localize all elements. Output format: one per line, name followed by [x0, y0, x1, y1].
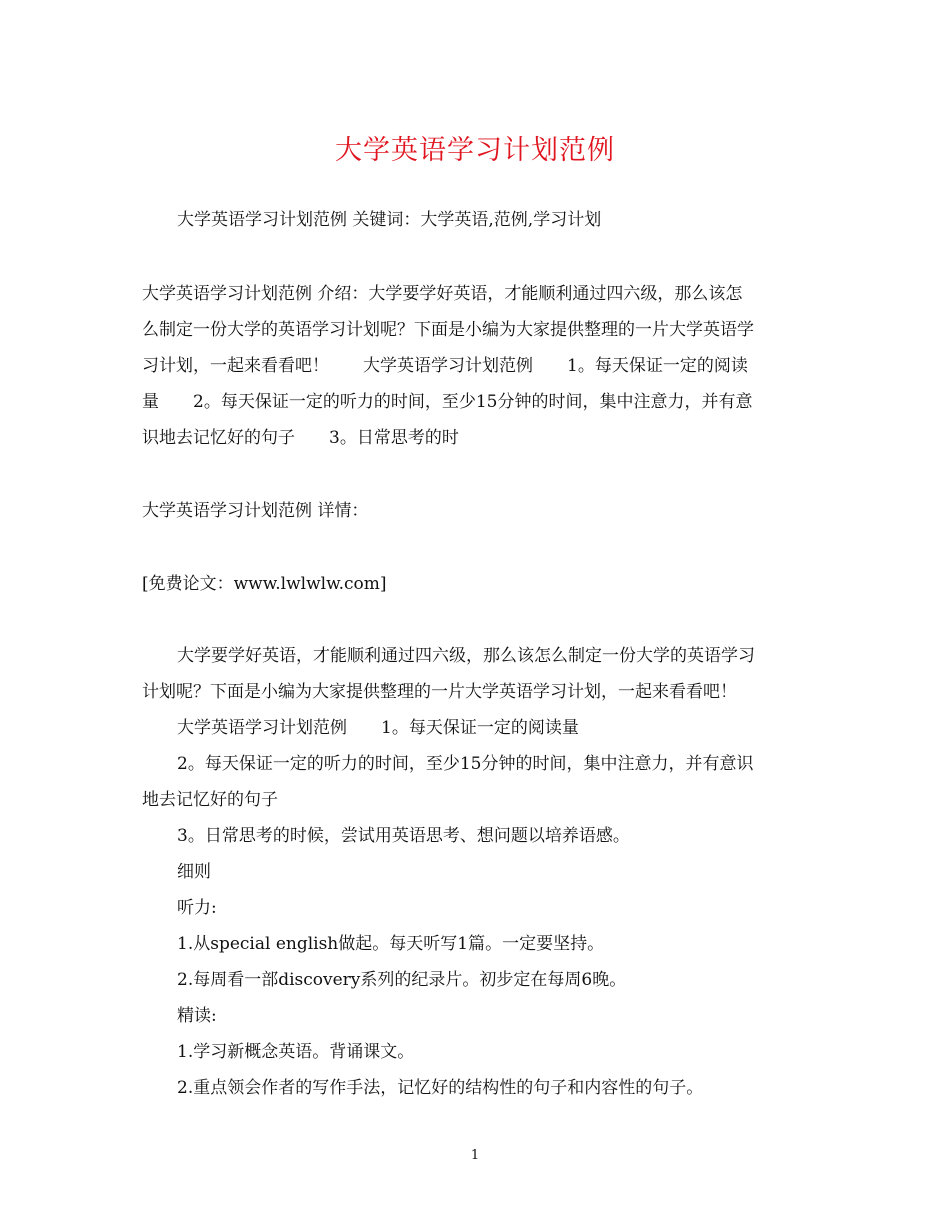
document-title: 大学英语学习计划范例	[335, 135, 615, 166]
intro-line: 习计划，一起来看看吧！ 大学英语学习计划范例 1。每天保证一定的阅读	[142, 356, 748, 376]
source-note: [免费论文：www.lwlwlw.com]	[142, 574, 387, 594]
list-item: 2.每周看一部discovery系列的纪录片。初步定在每周6晚。	[177, 970, 627, 990]
intro-line: 量 2。每天保证一定的听力的时间，至少15分钟的时间，集中注意力，并有意	[142, 392, 753, 412]
page-number: 1	[470, 1148, 480, 1163]
intro-line: 识地去记忆好的句子 3。日常思考的时	[142, 428, 459, 448]
section-heading: 细则	[177, 862, 211, 882]
section-heading: 精读:	[177, 1006, 217, 1026]
list-item: 2.重点领会作者的写作手法，记忆好的结构性的句子和内容性的句子。	[177, 1078, 704, 1098]
body-line: 3。日常思考的时候，尝试用英语思考、想问题以培养语感。	[177, 826, 630, 846]
body-line: 2。每天保证一定的听力的时间，至少15分钟的时间，集中注意力，并有意识	[177, 754, 754, 774]
body-line: 大学英语学习计划范例 1。每天保证一定的阅读量	[177, 718, 579, 738]
body-line: 计划呢？下面是小编为大家提供整理的一片大学英语学习计划，一起来看看吧！	[142, 682, 737, 702]
body-line: 地去记忆好的句子	[142, 790, 278, 810]
list-item: 1.学习新概念英语。背诵课文。	[177, 1042, 415, 1062]
body-line: 大学要学好英语，才能顺利通过四六级，那么该怎么制定一份大学的英语学习	[177, 646, 755, 666]
list-item: 1.从special english做起。每天听写1篇。一定要坚持。	[177, 934, 605, 954]
details-heading: 大学英语学习计划范例 详情：	[142, 501, 369, 521]
intro-line: 大学英语学习计划范例 介绍：大学要学好英语，才能顺利通过四六级，那么该怎	[142, 284, 743, 304]
section-heading: 听力:	[177, 898, 217, 918]
keywords-line: 大学英语学习计划范例 关键词：大学英语,范例,学习计划	[177, 210, 602, 230]
intro-line: 么制定一份大学的英语学习计划呢？下面是小编为大家提供整理的一片大学英语学	[142, 320, 754, 340]
